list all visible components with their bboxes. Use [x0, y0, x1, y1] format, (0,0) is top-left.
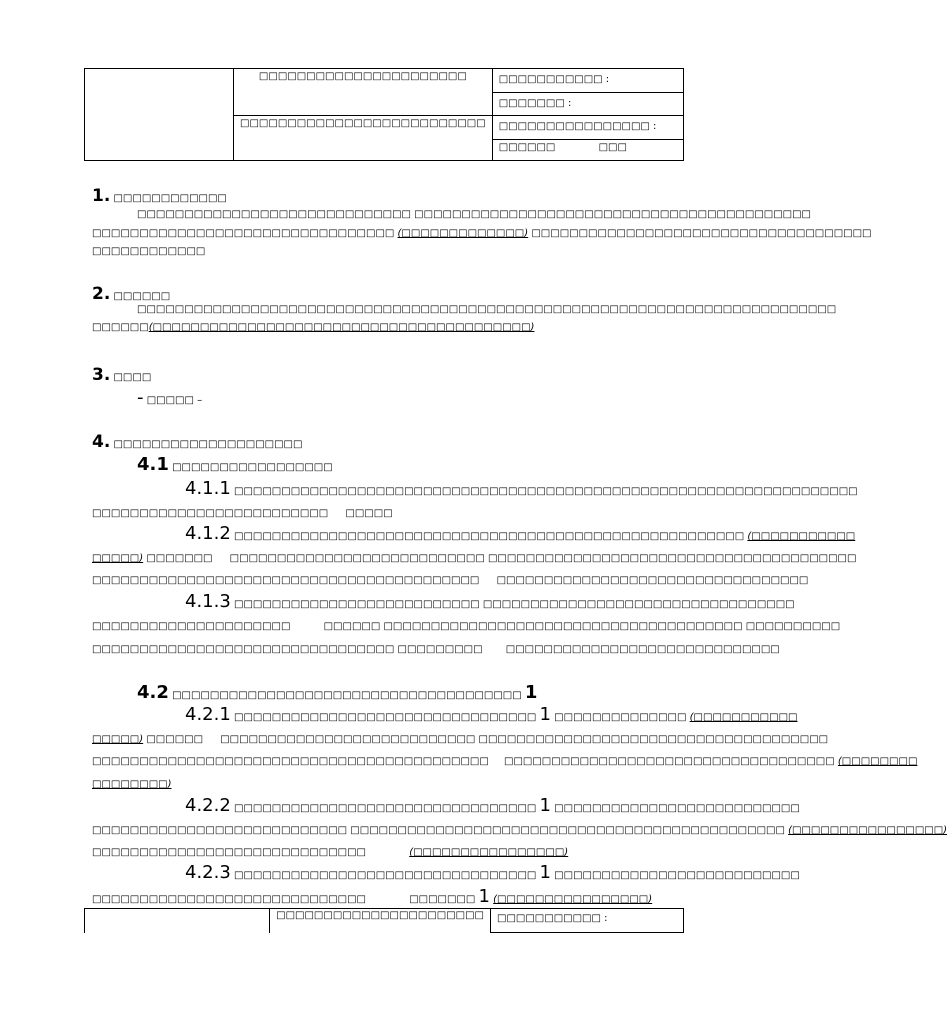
inline-number: 1	[539, 862, 551, 883]
inline-number: 1	[478, 886, 490, 907]
text-run: □□□□□□□□□□□□□□□□□□□□□□□□□□□□□	[92, 847, 366, 858]
text-run: □□□□□□□□□□□□□□	[554, 712, 687, 723]
doc-title-line1: □□□□□□□□□□□□□□□□□□□□□□	[234, 69, 493, 116]
next-page-header-table	[84, 908, 684, 933]
text-run: □□□□□□□□□□□□□□□□□□□□□□□□□□□□□□□□□□□	[504, 756, 835, 767]
text-run: □□□□□□□□□□□□□□□□□□□□□□□□□□□□□□□□□□□□□□□□□□□□□□□□□□□□□□□□□□□□□□□□□□	[234, 486, 858, 497]
revision-field: □□□□□□□ :	[492, 93, 683, 116]
item-4-1-2-line-1	[185, 523, 855, 544]
item-4-2-2-line-2	[92, 825, 947, 837]
item-4-2-1-line-2	[92, 734, 828, 746]
item-4-1-3-line-3	[92, 644, 780, 656]
reference-text: □□□□□)	[92, 734, 144, 745]
item-4-1-3-line-1	[185, 591, 795, 612]
reference-text: □□□□□)	[92, 553, 144, 564]
text-run: □□□□□□□□□□□□□□□□□□□□□□□□□□□□□□□□	[92, 228, 395, 239]
text-run: □□□□□□□□□□□□□□□□□□□□□□□□□□□	[92, 825, 348, 836]
page-label: □□□□□□	[498, 142, 556, 153]
section-3-number: 3.	[92, 365, 111, 385]
text-run: □□□□□□□□□□□□□□□□□□□□□□□□□□□□□□□□	[234, 870, 537, 881]
page-field	[492, 140, 683, 161]
reference-text: (□□□□□□□□□□□□□□□□)	[493, 894, 653, 905]
item-4-1-2-line-3	[92, 575, 808, 587]
reference-text: (□□□□□□□□□□□	[689, 712, 798, 723]
text-run: □□□□□□□□□□□□□□□□□□□□□□□□□□□□□□□□ □□□□□□□□□	[92, 644, 483, 655]
inline-number: 1	[539, 704, 551, 725]
item-number: 4.1.1	[185, 478, 231, 499]
reference-text: (□□□□□□□□□□□□□□□□)	[409, 847, 569, 858]
effective-date-field: □□□□□□□□□□□□□□□□ :	[492, 116, 683, 140]
section-1-heading	[92, 186, 227, 206]
item-4-1-1-line-1	[185, 478, 858, 499]
item-4-2-2-line-1	[185, 795, 800, 816]
item-4-2-3-line-1	[185, 862, 800, 883]
text-run: □□□□□□	[146, 734, 204, 745]
doc-title-line2: □□□□□□□□□□□□□□□□□□□□□□□□□□	[234, 116, 493, 161]
section-1-number: 1.	[92, 186, 111, 206]
item-4-2-1-line-1	[185, 704, 797, 725]
subsection-4-1-heading	[137, 454, 333, 475]
subsection-title: □□□□□□□□□□□□□□□□□□□□□□□□□□□□□□□□□□□□□	[172, 690, 522, 701]
text-run: □□□□□□□□□□□□□□□□□□□□□□□□□□□□□□□□	[234, 712, 537, 723]
text-run: □□□□□□□□□□□□□□□□□□□□□□□□□□ □□□□□□□□□□□□□□□□□□□□□□□□□□□□□□□□□	[234, 599, 795, 610]
text-run: □□□□□□□	[409, 894, 476, 905]
text-run: □□□□□□□□□□□□□□□□□□□□□□□□□□□□□□□□□□□□□□□□□□□□□□□□□□□□□□	[234, 531, 745, 542]
item-4-2-1-line-3	[92, 756, 917, 768]
item-number: 4.2.3	[185, 862, 231, 883]
section-2-title: □□□□□□	[113, 291, 171, 302]
reference-text: (□□□□□□□□□□□□□□□□□□□□□□□□□□□□□□□□□□□□□□□□)	[148, 322, 535, 333]
item-4-1-3-line-2	[92, 621, 840, 633]
section-4-title: □□□□□□□□□□□□□□□□□□□□	[113, 439, 303, 450]
subsection-number: 4.1	[137, 454, 169, 475]
reference-text: (□□□□□□□□□□□	[747, 531, 856, 542]
reference-text: (□□□□□□□□□□□□□)	[397, 228, 529, 239]
text-run: □□□□□□□□□□□□□□□□□□□□□□□□□□□ □□□□□□□□□□□□□□□□□□□□□□□□□□□□□□□□□□□□□	[220, 734, 829, 745]
item-4-1-2-line-2	[92, 553, 856, 565]
item-4-2-2-line-3	[92, 847, 568, 859]
doc-number-field: □□□□□□□□□□□ :	[492, 69, 683, 93]
reference-text: (□□□□□□□□	[837, 756, 918, 767]
text-run: □□□□□□□	[146, 553, 213, 564]
text-run: □□□□□□□□□□□□□□□□□□□□□	[92, 621, 291, 632]
section-3-heading	[92, 365, 151, 385]
page-of-label: □□□	[598, 142, 627, 153]
subsection-4-2-heading	[137, 682, 537, 703]
text-run: □□□□□□□□□□□□□□□□□□□□□□□□□□□□□	[92, 894, 366, 905]
doc-title-line1: □□□□□□□□□□□□□□□□□□□□□□	[270, 909, 491, 933]
section-4-number: 4.	[92, 432, 111, 452]
inline-number: 1	[539, 795, 551, 816]
section-3-title: □□□□	[113, 372, 152, 383]
section-2-line-2	[92, 322, 534, 334]
section-4-heading	[92, 432, 302, 452]
text-run: □□□□□□□□□□□□□□□□□□□□□□□□□□□□□□□□□□□□□□□□□□	[92, 756, 489, 767]
section-3-item	[137, 387, 203, 408]
logo-cell	[85, 69, 234, 161]
section-2-heading	[92, 284, 170, 304]
text-run: □□□□□□□□□□□□□□□□□□□□□□□□□□□□□	[505, 644, 780, 655]
text-run: □□□□□□□□□□□□□□□□□□□□□□□□□□	[554, 803, 800, 814]
text-run: □□□□□□□□□□□□□□□□□□□□□□□□□□□ □□□□□□□□□□□□□□□□□□□□□□□□□□□□□□□□□□□□□□□	[229, 553, 857, 564]
item-number: 4.2.1	[185, 704, 231, 725]
section-1-title: □□□□□□□□□□□□	[113, 193, 227, 204]
reference-text: □□□□□□□□)	[92, 779, 172, 790]
logo-cell	[85, 909, 270, 933]
text-run: □□□□□□□□□□□□□□□□□□□□□□□□□□□□□□□□	[234, 803, 537, 814]
text-run: □□□□□□□□□□□□□□□□□□□□□□□□□□	[554, 870, 800, 881]
text-run: □□□□□□□□□□□□□□□□□□□□□□□□□□□□□□□□□□□□	[531, 228, 872, 239]
section-1-line-1: □□□□□□□□□□□□□□□□□□□□□□□□□□□□□ □□□□□□□□□□□□□□□□□□□□□□□□□□□□□□□□□□□□□□□□□□	[137, 209, 812, 220]
item-4-2-3-line-2	[92, 886, 653, 907]
doc-number-field: □□□□□□□□□□□ :	[491, 909, 684, 933]
text-run: □□□□□□ □□□□□□□□□□□□□□□□□□□□□□□□□□□□□□□□□□□□□□ □□□□□□□□□□	[323, 621, 841, 632]
reference-text: (□□□□□□□□□□□□□□□□)	[788, 825, 947, 836]
text-run: □□□□□□□□□□□□□□□□□□□□□□□□□□□□□□□□□	[496, 575, 809, 586]
item-number: 4.1.3	[185, 591, 231, 612]
subsection-title: □□□□□□□□□□□□□□□□□	[172, 462, 333, 473]
item-4-1-1-line-2	[92, 508, 393, 520]
item-4-2-1-line-4	[92, 779, 172, 791]
header-table	[84, 68, 684, 161]
text-run: □□□□□□□□□□□□□□□□□□□□□□□□□□□□□□□□□□□□□□□□□	[92, 575, 480, 586]
item-number: 4.2.2	[185, 795, 231, 816]
section-2-line-1: □□□□□□□□□□□□□□□□□□□□□□□□□□□□□□□□□□□□□□□□□□□□□□□□□□□□□□□□□□□□□□□□□□□□□□□□□□	[137, 304, 837, 315]
text-run: □□□□□□□□□□□□□□□□□□□□□□□□□□□□□□□□□□□□□□□□□□□□□□	[350, 825, 785, 836]
section-2-number: 2.	[92, 284, 111, 304]
subsection-title-number: 1	[524, 682, 538, 703]
dash-bullet: -	[137, 387, 144, 408]
text-run: □□□□□□	[92, 322, 149, 333]
subsection-number: 4.2	[137, 682, 169, 703]
section-1-line-3: □□□□□□□□□□□□	[92, 246, 206, 257]
section-1-line-2	[92, 228, 872, 240]
section-3-item-text: □□□□□ –	[146, 395, 203, 406]
text-run: □□□□□□□□□□□□□□□□□□□□□□□□□	[92, 508, 329, 519]
text-run: □□□□□	[345, 508, 393, 519]
item-number: 4.1.2	[185, 523, 231, 544]
